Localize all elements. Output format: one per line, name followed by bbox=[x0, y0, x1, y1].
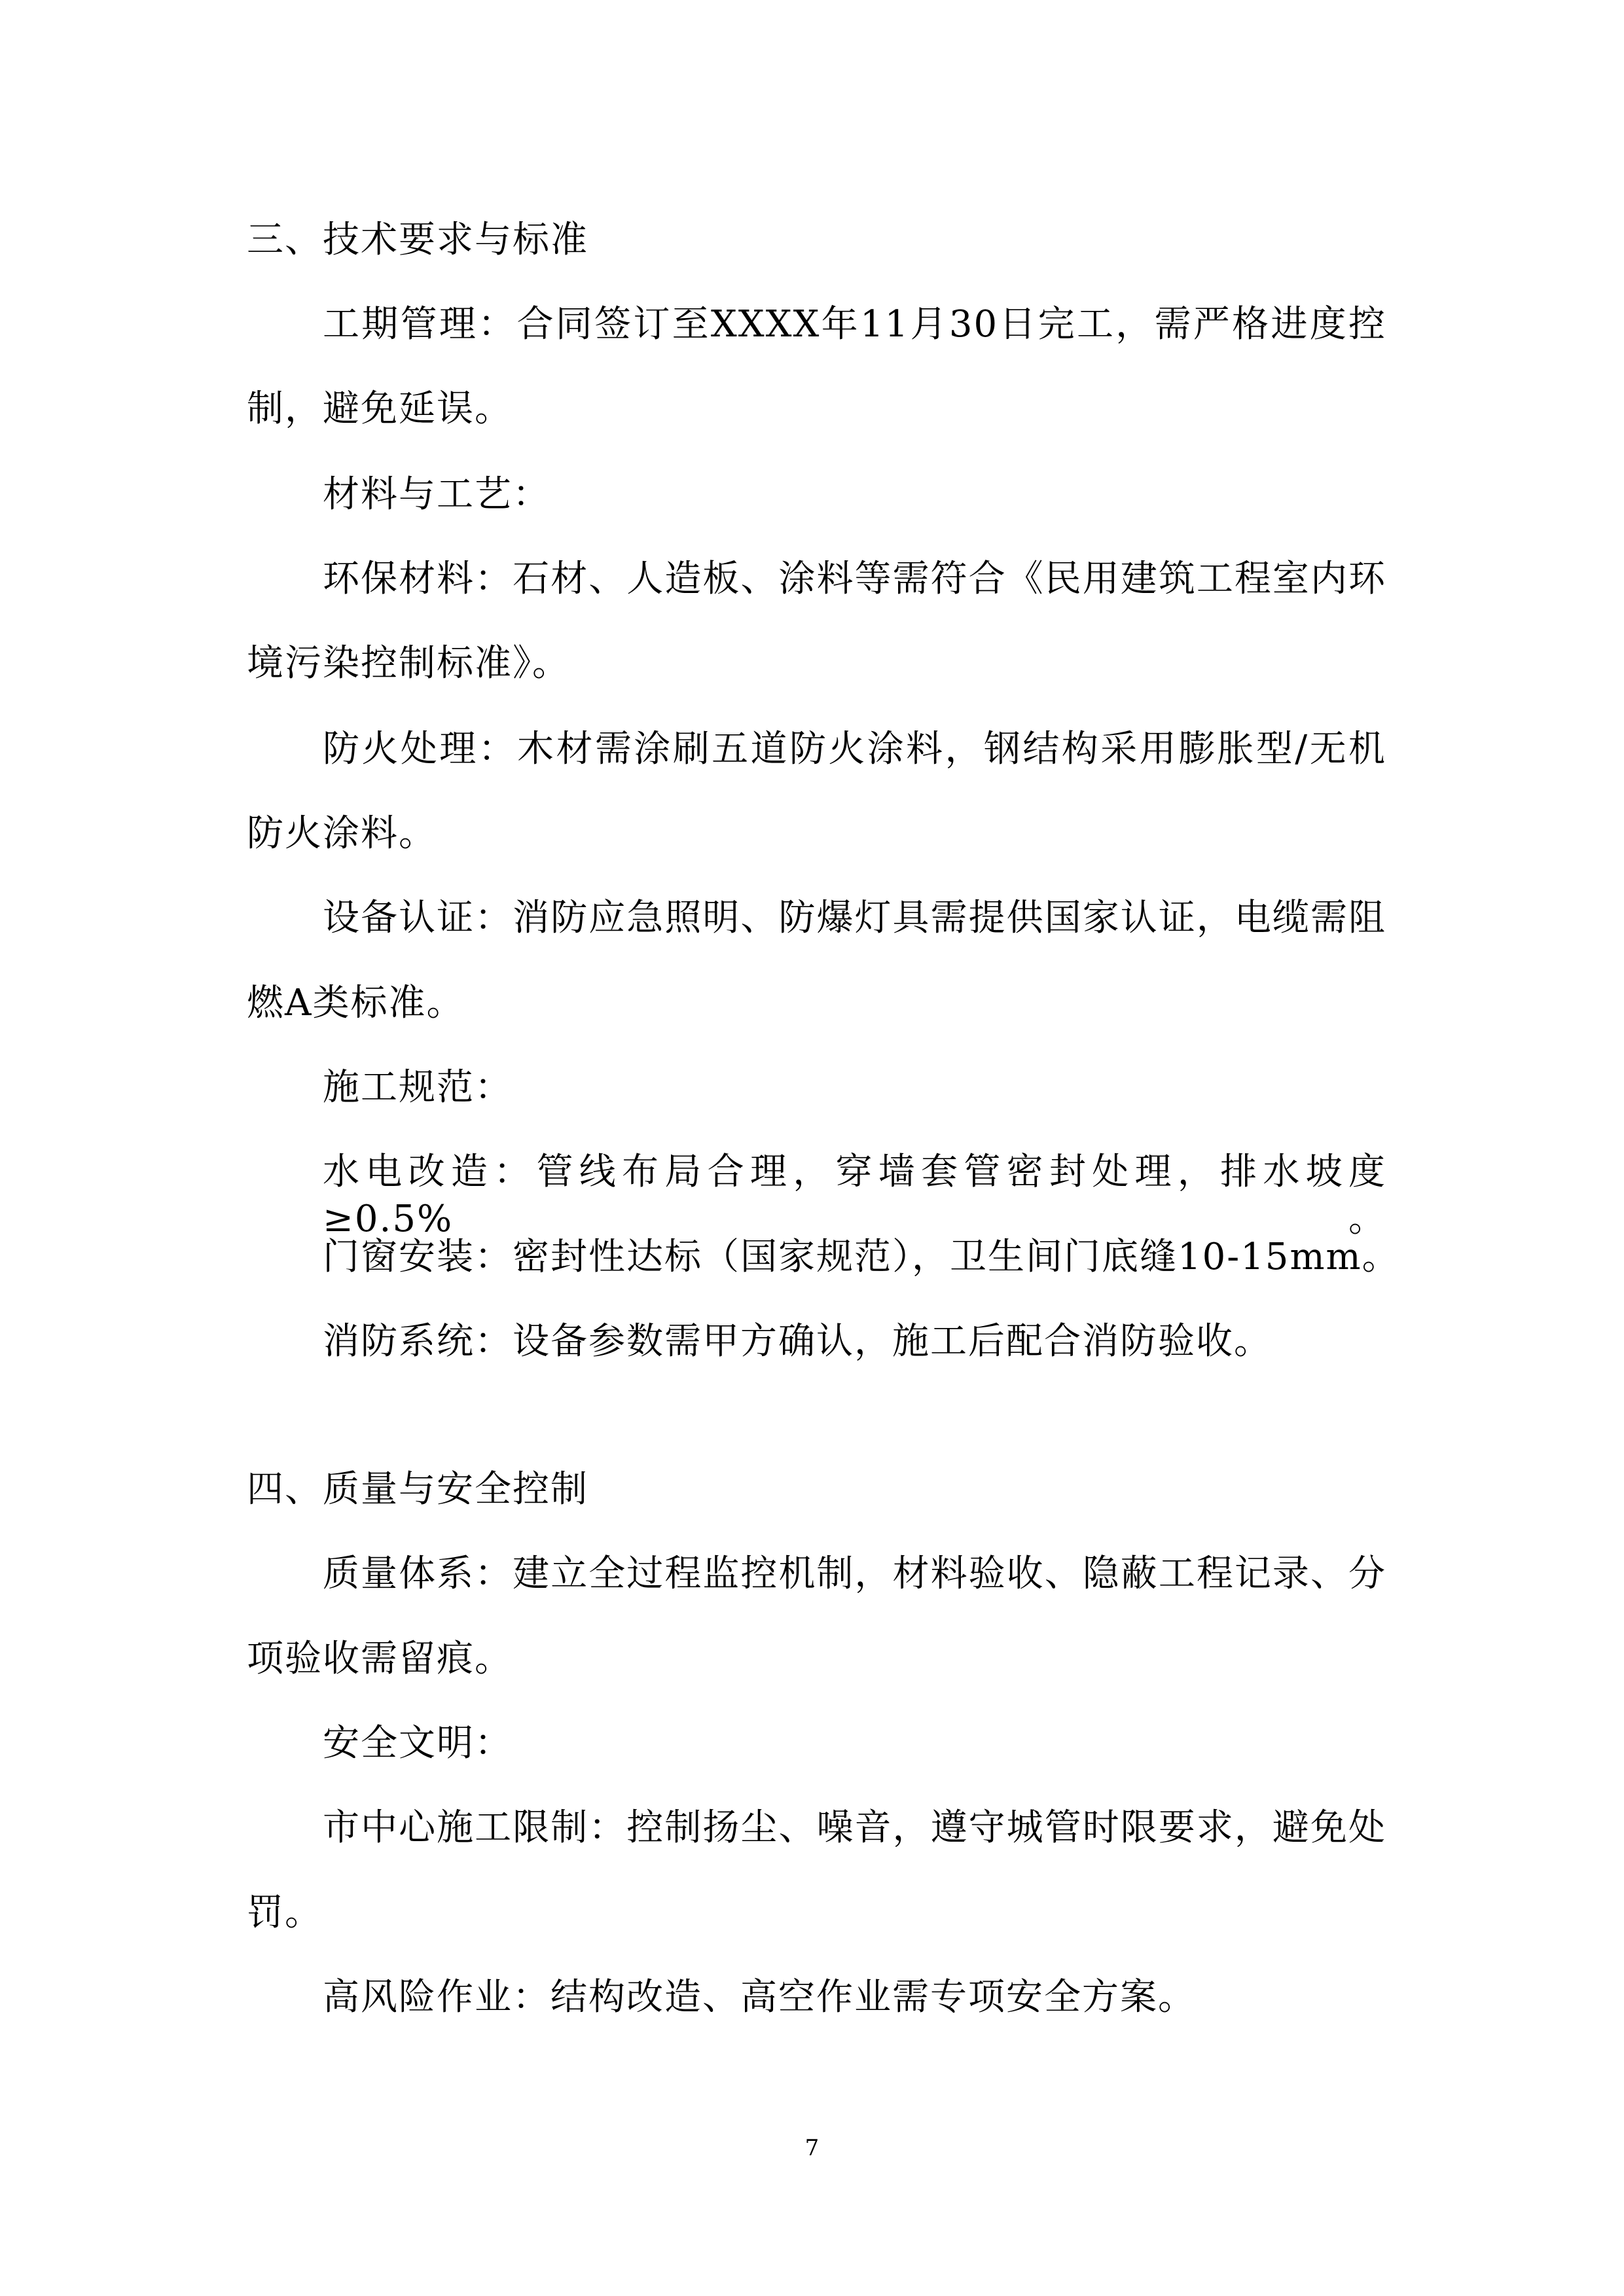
eco-materials-line-2: 境污染控制标准》。 bbox=[247, 642, 570, 685]
fire-system-line: 消防系统：设备参数需甲方确认，施工后配合消防验收。 bbox=[323, 1320, 1272, 1363]
equipment-cert-line-1: 设备认证：消防应急照明、防爆灯具需提供国家认证，电缆需阻 bbox=[323, 897, 1386, 939]
quality-system-line-1: 质量体系：建立全过程监控机制，材料验收、隐蔽工程记录、分 bbox=[323, 1552, 1386, 1595]
fire-treatment-line-2: 防火涂料。 bbox=[247, 812, 437, 855]
high-risk-line: 高风险作业：结构改造、高空作业需专项安全方案。 bbox=[323, 1976, 1196, 2018]
section-heading-technical: 三、技术要求与标准 bbox=[247, 219, 588, 261]
doors-windows-line: 门窗安装：密封性达标（国家规范），卫生间门底缝10-15mm。 bbox=[323, 1236, 1400, 1278]
equipment-cert-line-2: 燃A类标准。 bbox=[247, 982, 465, 1024]
eco-materials-line-1: 环保材料：石材、人造板、涂料等需符合《民用建筑工程室内环 bbox=[323, 558, 1386, 600]
city-center-line-1: 市中心施工限制：控制扬尘、噪音，遵守城管时限要求，避免处 bbox=[323, 1806, 1386, 1849]
schedule-paragraph-line-1: 工期管理：合同签订至XXXX年11月30日完工，需严格进度控 bbox=[323, 303, 1386, 346]
construction-subheading: 施工规范： bbox=[323, 1066, 513, 1109]
materials-subheading: 材料与工艺： bbox=[323, 473, 550, 516]
page-number: 7 bbox=[804, 2135, 820, 2161]
quality-system-line-2: 项验收需留痕。 bbox=[247, 1638, 513, 1680]
city-center-line-2: 罚。 bbox=[247, 1892, 323, 1934]
safety-subheading: 安全文明： bbox=[323, 1722, 513, 1765]
section-heading-quality: 四、质量与安全控制 bbox=[247, 1468, 588, 1511]
plumbing-line: 水电改造：管线布局合理，穿墙套管密封处理，排水坡度≥0.5%。 bbox=[323, 1151, 1386, 1240]
fire-treatment-line-1: 防火处理：木材需涂刷五道防火涂料，钢结构采用膨胀型/无机 bbox=[323, 728, 1386, 770]
schedule-paragraph-line-2: 制，避免延误。 bbox=[247, 387, 513, 430]
